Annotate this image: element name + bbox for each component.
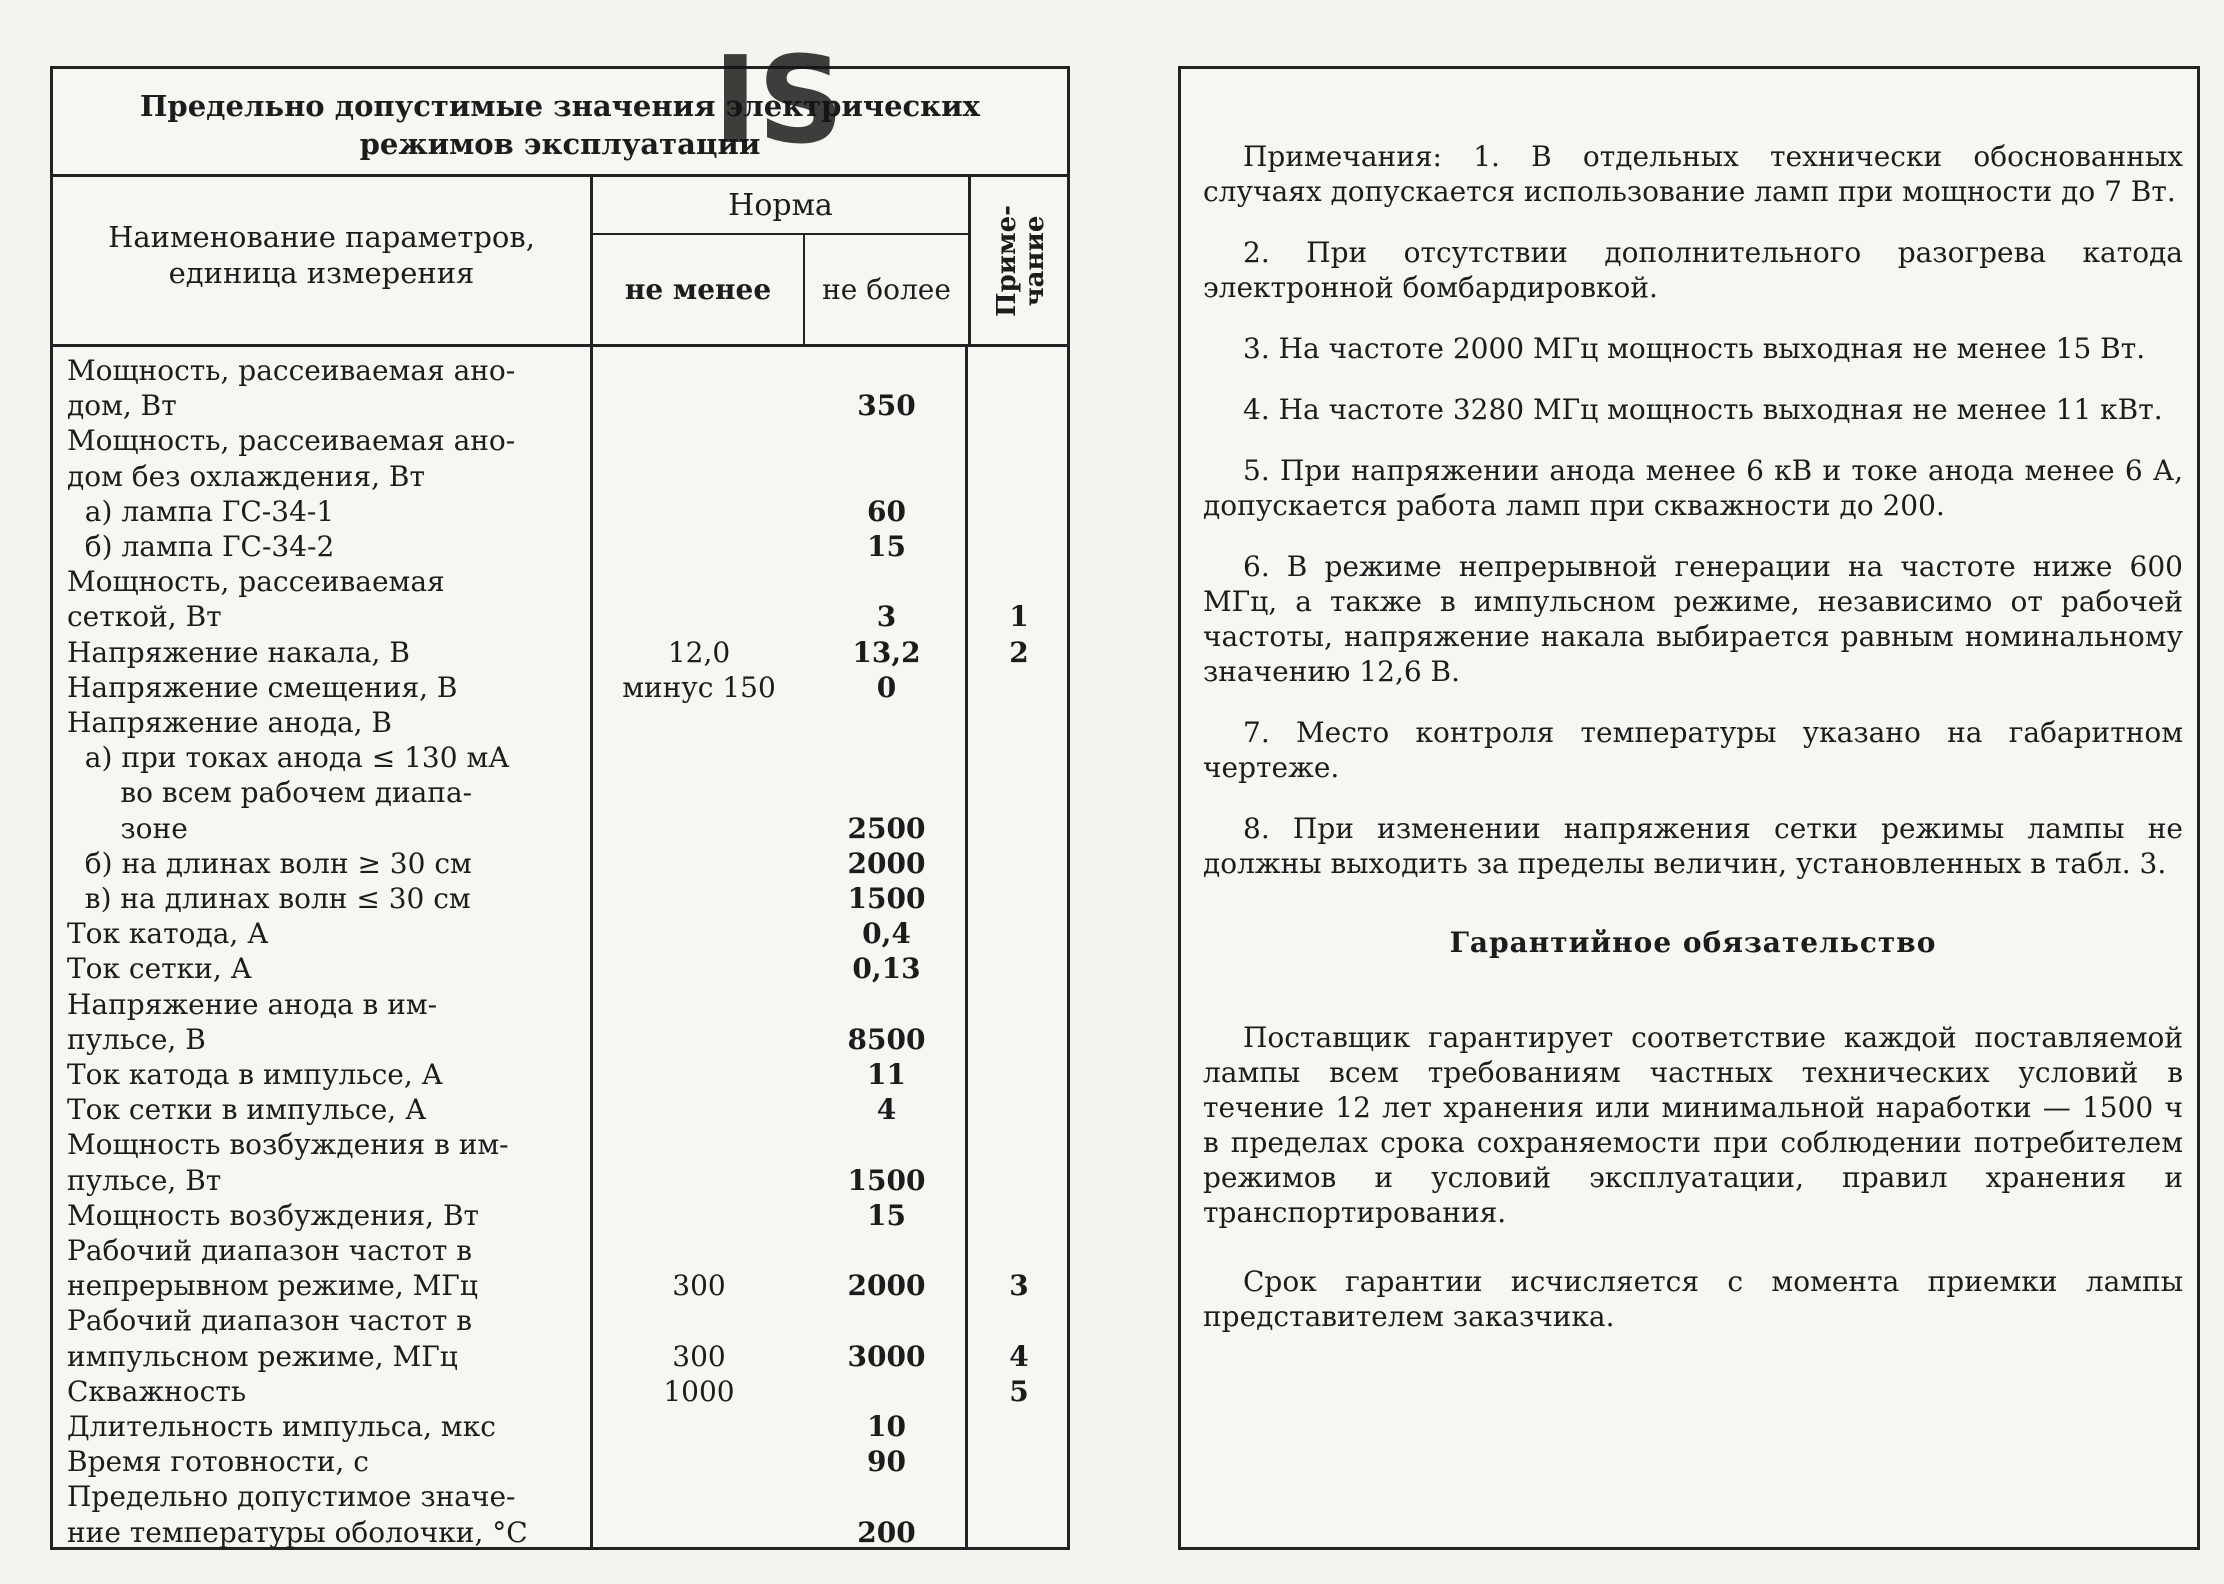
guarantee-paragraph: Срок гарантии исчисляется с момента приемки лампы представителем заказчика. xyxy=(1203,1265,2183,1333)
table-row xyxy=(53,951,1067,986)
cell-max: 2500 xyxy=(847,811,926,845)
cell-name: сеткой, Вт xyxy=(67,600,222,634)
table-row xyxy=(53,388,1067,423)
table-row xyxy=(53,459,1067,494)
note-paragraph: 3. На частоте 2000 МГц мощность выходная не менее 15 Вт. xyxy=(1243,332,2146,365)
note-paragraph: 8. При изменении напряжения сетки режимы лампы не должны выходить за пределы величин, установленных в табл. 3. xyxy=(1203,812,2183,880)
cell-max: 1500 xyxy=(847,882,926,915)
cell-name: Мощность возбуждения, Вт xyxy=(67,1198,480,1232)
left-page xyxy=(50,32,1070,1550)
cell-name: Ток сетки, А xyxy=(67,952,252,986)
cell-max: 15 xyxy=(867,530,906,563)
table-row xyxy=(53,916,1067,951)
cell-name: во всем рабочем диапа- xyxy=(67,776,473,810)
cell-max: 200 xyxy=(857,1515,916,1549)
note-paragraph: 7. Место контроля температуры указано на габаритном чертеже. xyxy=(1203,716,2183,784)
cell-name: б) лампа ГС-34-2 xyxy=(67,530,335,563)
cell-max: 0,13 xyxy=(852,952,921,986)
table-row xyxy=(53,1233,1067,1268)
table-row xyxy=(53,1092,1067,1127)
table-row xyxy=(53,1409,1067,1444)
cell-name: а) при токах анода ≤ 130 мА xyxy=(67,741,510,775)
header-parameter xyxy=(53,177,593,344)
cell-max: 15 xyxy=(867,1198,906,1232)
table-row xyxy=(53,705,1067,740)
cell-name: дом без охлаждения, Вт xyxy=(67,459,425,493)
table-row xyxy=(53,1268,1067,1303)
table-row xyxy=(53,670,1067,705)
notes-column xyxy=(1203,139,2183,1368)
table-row xyxy=(53,987,1067,1022)
cell-note: 5 xyxy=(1009,1374,1029,1408)
cell-max: 13,2 xyxy=(852,635,921,669)
header-min: не менее xyxy=(593,235,805,344)
header-max: не более xyxy=(822,273,951,306)
header-note xyxy=(968,177,1070,344)
table-row xyxy=(53,564,1067,599)
note-paragraph: 2. При отсутствии дополнительного разогрева катода электронной бомбардировкой. xyxy=(1203,236,2183,304)
note-paragraph: 6. В режиме непрерывной генерации на частоте ниже 600 МГц, а также в импульсном режиме, независимо от рабочей частоты, напряжение накала выбирается равным номинальному значению 12,6 В. xyxy=(1203,550,2183,688)
cell-max: 350 xyxy=(857,389,916,423)
cell-name: Ток сетки в импульсе, А xyxy=(67,1093,427,1127)
cell-note: 2 xyxy=(1009,635,1029,669)
cell-name: Ток катода, А xyxy=(67,917,269,951)
cell-name: зоне xyxy=(67,811,188,845)
cell-max: 8500 xyxy=(847,1022,926,1056)
cell-name: Напряжение анода в им- xyxy=(67,987,438,1021)
cell-name: Мощность, рассеиваемая xyxy=(67,565,445,599)
cell-name: Напряжение смещения, В xyxy=(67,670,458,704)
cell-note: 1 xyxy=(1009,600,1029,634)
cell-name: Рабочий диапазон частот в xyxy=(67,1304,473,1338)
table-row xyxy=(53,1127,1067,1162)
cell-name: Напряжение анода, В xyxy=(67,706,393,739)
table-title-line2: режимов эксплуатации xyxy=(359,127,761,161)
table-row xyxy=(53,423,1067,458)
table-row xyxy=(53,1198,1067,1233)
cell-name: Мощность, рассеиваемая ано- xyxy=(67,354,516,387)
cell-max: 1500 xyxy=(847,1163,926,1197)
cell-name: а) лампа ГС-34-1 xyxy=(67,494,335,528)
guarantee-heading: Гарантийное обязательство xyxy=(1449,926,1937,959)
cell-max: 4 xyxy=(876,1093,897,1127)
cell-max: 90 xyxy=(867,1445,906,1479)
table-row xyxy=(53,1374,1067,1409)
cell-max: 3000 xyxy=(847,1339,926,1373)
cell-name: Длительность импульса, мкс xyxy=(67,1410,496,1443)
guarantee-paragraph: Поставщик гарантирует соответствие каждой поставляемой лампы всем требованиям частных технических условий в течение 12 лет хранения или минимальной наработки — 1500 ч в пределах срока сохраняемости при соблюдении потребителем режимов и условий эксплуатации, правил хранения и транспортирования. xyxy=(1203,1021,2183,1229)
cell-name: в) на длинах волн ≤ 30 см xyxy=(67,882,471,915)
cell-min: 300 xyxy=(672,1339,726,1373)
cell-name: б) на длинах волн ≥ 30 см xyxy=(67,846,472,880)
cell-name: дом, Вт xyxy=(67,389,177,423)
cell-max: 2000 xyxy=(847,1269,926,1303)
header-norm: Норма xyxy=(593,177,968,235)
table-row xyxy=(53,1057,1067,1092)
cell-name: Скважность xyxy=(67,1374,247,1408)
table-title xyxy=(53,69,1067,177)
cell-max: 0,4 xyxy=(862,917,911,951)
right-page xyxy=(1178,66,2200,1550)
note-paragraph: 4. На частоте 3280 МГц мощность выходная не менее 11 кВт. xyxy=(1243,393,2163,426)
cell-max: 10 xyxy=(867,1410,906,1443)
note-paragraph: Примечания: 1. В отдельных технически обоснованных случаях допускается использование ламп при мощности до 7 Вт. xyxy=(1203,140,2183,208)
table-row xyxy=(53,775,1067,810)
table-row xyxy=(53,1515,1067,1550)
cell-max: 11 xyxy=(867,1058,906,1091)
cell-min: 12,0 xyxy=(667,635,731,669)
note-paragraph: 5. При напряжении анода менее 6 кВ и токе анода менее 6 А, допускается работа ламп при скважности до 200. xyxy=(1203,454,2183,522)
table-row xyxy=(53,1022,1067,1057)
table-row xyxy=(53,635,1067,670)
table-row xyxy=(53,1444,1067,1479)
table-row xyxy=(53,599,1067,634)
cell-name: Напряжение накала, В xyxy=(67,635,410,669)
table-row xyxy=(53,353,1067,388)
cell-name: ние температуры оболочки, °С xyxy=(67,1515,528,1549)
cell-min: минус 150 xyxy=(622,670,776,704)
cell-min: 1000 xyxy=(663,1374,735,1408)
cell-name: пульсе, Вт xyxy=(67,1163,222,1197)
table-row xyxy=(53,811,1067,846)
cell-max: 2000 xyxy=(847,846,926,880)
cell-note: 3 xyxy=(1009,1269,1029,1303)
table-body xyxy=(53,347,1067,1550)
table-row xyxy=(53,494,1067,529)
table-title-line1: Предельно допустимые значения электрических xyxy=(140,89,980,123)
cell-max: 0 xyxy=(876,670,897,704)
cell-max: 3 xyxy=(876,600,897,634)
ink-stamp: IS xyxy=(713,32,845,171)
table-row xyxy=(53,1303,1067,1338)
header-parameter-line1: Наименование параметров, xyxy=(108,220,535,254)
table-row xyxy=(53,1479,1067,1514)
cell-min: 300 xyxy=(672,1269,726,1303)
table-row xyxy=(53,529,1067,564)
cell-name: Мощность, рассеиваемая ано- xyxy=(67,424,516,458)
cell-note: 4 xyxy=(1009,1339,1029,1373)
cell-name: Время готовности, с xyxy=(67,1445,369,1479)
table-row xyxy=(53,881,1067,916)
table-header xyxy=(53,177,1067,347)
cell-name: Ток катода в импульсе, А xyxy=(67,1058,443,1091)
cell-name: Предельно допустимое значе- xyxy=(67,1480,516,1514)
cell-name: импульсном режиме, МГц xyxy=(67,1339,458,1373)
table-row xyxy=(53,846,1067,881)
table-row xyxy=(53,1339,1067,1374)
header-parameter-line2: единица измерения xyxy=(168,256,475,290)
cell-name: Рабочий диапазон частот в xyxy=(67,1234,473,1267)
cell-name: пульсе, В xyxy=(67,1022,206,1056)
cell-max: 60 xyxy=(867,494,906,528)
header-note-label: Приме- чание xyxy=(991,204,1050,317)
table-row xyxy=(53,1163,1067,1198)
cell-name: Мощность возбуждения в им- xyxy=(67,1128,509,1162)
cell-name: непрерывном режиме, МГц xyxy=(67,1269,478,1303)
table-row xyxy=(53,740,1067,775)
